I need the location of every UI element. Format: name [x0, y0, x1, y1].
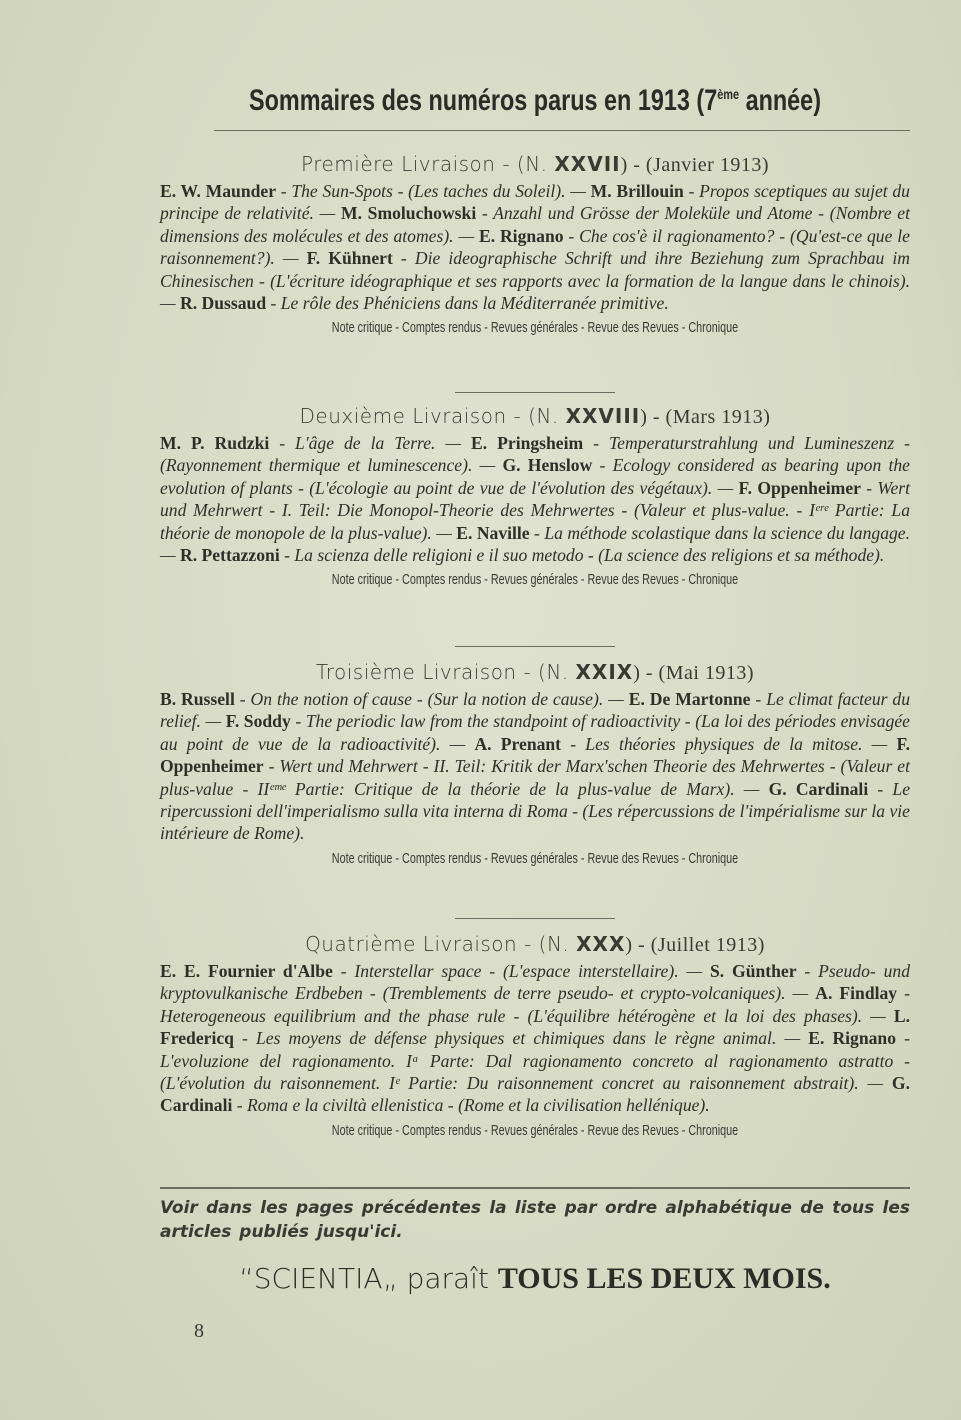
author-name: E. De Martonne — [628, 689, 751, 709]
author-name: F. Soddy — [225, 711, 291, 732]
article-title: - Ecology considered as bearing upon the evolution of plants - (L'écologie au point de vue de l'évolution des végétaux). — — [160, 455, 910, 498]
article-title: - Che cos'è il ragionamento? - (Qu'est-ce que le raisonnement?). — — [160, 225, 910, 269]
bottom-rule — [160, 1187, 910, 1189]
article-title: - Heterogeneous equilibrium and the phase rule - (L'équilibre hétérogène et la loi des phases). — — [160, 983, 910, 1026]
author-name: E. W. Maunder — [160, 181, 277, 201]
livraison-contents — [160, 180, 910, 314]
article-title: - The Sun-Spots - (Les taches du Soleil). — — [276, 181, 591, 201]
article-title: - Interstellar space - (L'espace interstellaire). — — [332, 961, 710, 981]
rubriques-line: Note critique - Comptes rendus - Revues générales - Revue des Revues - Chronique — [331, 849, 739, 867]
author-name: G. Henslow — [502, 455, 593, 476]
page-title: Sommaires des numéros parus en 1913 (7ème année) — [248, 84, 821, 117]
article-title: - Propos sceptiques au sujet du principe de relativité. — — [160, 181, 910, 224]
livraison-heading: Deuxième Livraison - (N. XXVIII) - (Mars 1913) — [299, 404, 771, 428]
section-quatrieme — [160, 930, 910, 1143]
publication-frequency: “SCIENTIA„ paraît TOUS LES DEUX MOIS. — [239, 1262, 831, 1295]
author-name: E. Rignano — [478, 225, 564, 246]
author-name: R. Pettazzoni — [180, 545, 280, 566]
article-title: - The periodic law from the standpoint of radioactivity - (La loi des périodes envisagée au point de vue de la radioactivité). — — [160, 711, 910, 754]
article-title: - Le rôle des Phéniciens dans la Méditerranée primitive. — [266, 293, 669, 314]
author-name: G. Cardinali — [768, 778, 869, 799]
author-name: L. Fredericq — [160, 1005, 910, 1049]
livraison-heading: Troisième Livraison - (N. XXIX) - (Mai 1913) — [315, 660, 755, 684]
article-title: - Les moyens de défense physiques et chimiques dans le règne animal. — — [233, 1028, 809, 1049]
author-name: M. Brillouin — [590, 181, 684, 201]
article-title: - Pseudo- und kryptovulkanische Erdbeben - (Tremblements de terre pseudo- et crypto-volcaniques). — — [160, 961, 910, 1004]
page-number: 8 — [194, 1320, 204, 1342]
article-title: - La méthode scolastique dans la science du langage. — — [160, 522, 911, 566]
article-title: - Wert und Mehrwert - I. Teil: Die Monopol-Theorie des Mehrwertes - (Valeur et plus-value. - Iᵉʳᵉ Partie: La théorie de monopole de la plus-value). — — [160, 477, 910, 543]
article-title: - Les théories physiques de la mitose. — — [561, 733, 897, 754]
section-premiere — [160, 150, 910, 340]
article-title: - Anzahl und Grösse der Moleküle und Atome - (Nombre et dimensions des molécules et des atomes). — — [160, 203, 911, 246]
author-name: A. Findlay — [815, 983, 898, 1004]
livraison-heading: Quatrième Livraison - (N. XXX) - (Juillet 1913) — [305, 932, 765, 956]
author-name: F. Kühnert — [306, 248, 393, 269]
author-name: B. Russell — [160, 689, 235, 709]
article-title: - L'evoluzione del ragionamento. Iᵃ Parte: Dal ragionamento concreto al ragionamento astratto - (L'évolution du raisonnement. Iᵉ Partie: Du raisonnement concret au raisonnement abstrait). — — [160, 1028, 910, 1094]
article-title: - L'âge de la Terre. — — [269, 433, 472, 453]
author-name: M. P. Rudzki — [160, 433, 270, 453]
article-title: - Le ripercussioni dell'imperialismo sulla vita interna di Roma - (Les répercussions de l'impérialisme sur la vie intérieure de Rome). — [160, 778, 911, 844]
article-title: - Die ideographische Schrift und ihre Beziehung zum Sprachbau im Chinesischen - (L'écriture idéographique et ses rapports avec la formation de la langue dans le chinois). — — [160, 248, 910, 314]
section-deuxieme — [160, 402, 910, 592]
author-name: E. Rignano — [808, 1028, 897, 1049]
author-name: G. Cardinali — [160, 1073, 910, 1116]
livraison-contents — [160, 960, 910, 1117]
section-troisieme — [160, 658, 910, 871]
rubriques-line: Note critique - Comptes rendus - Revues générales - Revue des Revues - Chronique — [331, 1121, 739, 1139]
author-name: E. E. Fournier d'Albe — [160, 961, 333, 981]
article-title: - Temperaturstrahlung und Lumineszenz - (Rayonnement thermique et luminescence). — — [160, 433, 910, 476]
author-name: R. Dussaud — [180, 293, 267, 314]
article-title: - La scienza delle religioni e il suo metodo - (La science des religions et sa méthode). — [279, 545, 885, 566]
author-name: F. Oppenheimer — [160, 733, 910, 777]
rubriques-line: Note critique - Comptes rendus - Revues générales - Revue des Revues - Chronique — [331, 571, 739, 589]
section-divider — [455, 646, 615, 647]
section-divider — [455, 918, 615, 919]
section-divider — [455, 392, 615, 393]
article-title: - Le climat facteur du relief. — — [160, 689, 910, 732]
alphabetical-list-note: Voir dans les pages précédentes la liste par ordre alphabétique de tous les articles publiés jusqu'ici. — [160, 1198, 910, 1242]
author-name: M. Smoluchowski — [340, 203, 477, 224]
title-rule — [214, 130, 910, 131]
rubriques-line: Note critique - Comptes rendus - Revues générales - Revue des Revues - Chronique — [331, 319, 739, 337]
article-title: - Wert und Mehrwert - II. Teil: Kritik der Marx'schen Theorie des Mehrwertes - (Valeur et plus-value - IIᵉᵐᵉ Partie: Critique de la théorie de la plus-value de Marx). — — [160, 756, 910, 799]
author-name: E. Pringsheim — [471, 433, 584, 453]
author-name: F. Oppenheimer — [738, 477, 861, 498]
author-name: A. Prenant — [474, 733, 562, 754]
article-title: - On the notion of cause - (Sur la notion de cause). — — [234, 689, 629, 709]
article-title: - Roma e la civiltà ellenistica - (Rome et la civilisation hellénique). — [232, 1095, 710, 1116]
livraison-heading: Première Livraison - (N. XXVII) - (Janvier 1913) — [300, 152, 769, 176]
livraison-contents — [160, 432, 910, 566]
author-name: E. Naville — [456, 522, 530, 543]
author-name: S. Günther — [709, 961, 797, 981]
livraison-contents — [160, 688, 910, 845]
